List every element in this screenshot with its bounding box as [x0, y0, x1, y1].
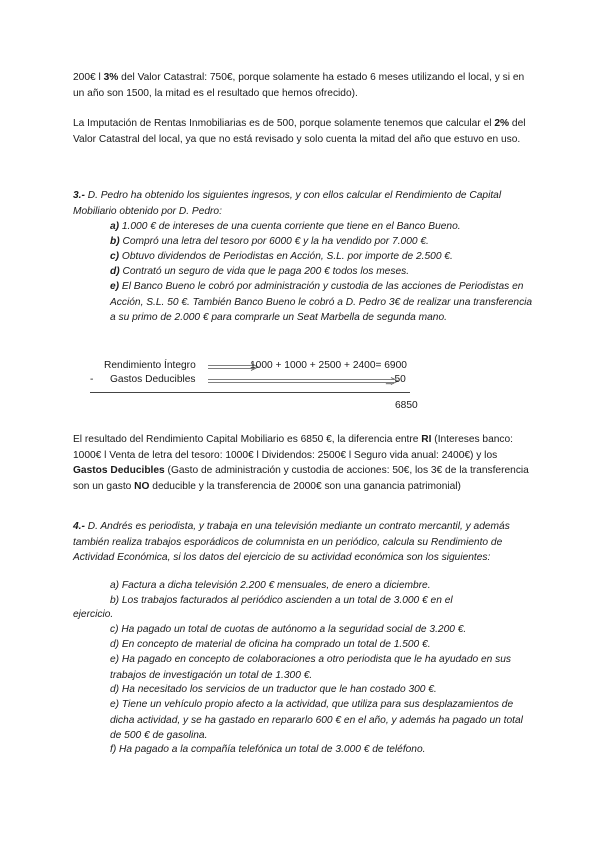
exercise-3-item-c: c) Obtuvo dividendos de Periodistas en Acción, S.L. por importe de 2.500 €.	[110, 251, 453, 262]
exercise-3-result: El resultado del Rendimiento Capital Mobiliario es 6850 €, la diferencia entre RI (Intereses banco: 1000€ l Venta de letra del tesoro: 1000€ l Dividendos: 2500€ l Seguro vida anual: 2400€) y los Gastos Deducibles (Gasto de administración y custodia de acciones: 50€, los 3€ de la transferencia son un gasto NO deducible y la transferencia de 2000€ son una ganancia patrimonial)	[73, 434, 529, 492]
diagram-sum: 1000 + 1000 + 2500 + 2400= 6900	[250, 360, 407, 371]
diagram-divider	[90, 392, 410, 393]
diagram-minus: -	[90, 374, 94, 385]
exercise-3-item-a: a) 1.000 € de intereses de una cuenta corriente que tiene en el Banco Bueno.	[110, 221, 461, 232]
calculation-diagram	[90, 358, 430, 418]
diagram-label-gastos: Gastos Deducibles	[110, 374, 196, 385]
exercise-4-item: a) Factura a dicha televisión 2.200 € mensuales, de enero a diciembre.	[110, 580, 431, 591]
intro-paragraph-1: 200€ l 3% del Valor Catastral: 750€, porque solamente ha estado 6 meses utilizando el local, y si en un año son 1500, la mitad es el resultado que hemos ofrecido).	[73, 72, 525, 99]
exercise-3-item-e: e) El Banco Bueno le cobró por administración y custodia de las acciones de Periodistas en Acción, S.L. 50 €. También Banco Bueno le cobró a D. Pedro 3€ de realizar una transferencia a su primo de 2.000 € para comprarle un Seat Marbella de segunda mano.	[110, 281, 533, 323]
exercise-3-statement: 3.- D. Pedro ha obtenido los siguientes ingresos, y con ellos calcular el Rendimiento de Capital Mobiliario obtenido por D. Pedro:	[73, 190, 502, 217]
exercise-4-item: b) Los trabajos facturados al periódico ascienden a un total de 3.000 € en el	[110, 595, 453, 606]
exercise-4-item: d) En concepto de material de oficina ha comprado un total de 1.500 €.	[110, 639, 431, 650]
exercise-4-item-continuation: ejercicio.	[73, 609, 114, 620]
diagram-result: 6850	[395, 400, 418, 411]
diagram-label-rendimiento: Rendimiento Íntegro	[104, 360, 196, 371]
arrow-right-icon	[208, 377, 400, 385]
diagram-subtract: _ 50	[386, 374, 406, 385]
exercise-3-item-b: b) Compró una letra del tesoro por 6000 € y la ha vendido por 7.000 €.	[110, 236, 429, 247]
intro-paragraph-2: La Imputación de Rentas Inmobiliarias es de 500, porque solamente tenemos que calcular el 2% del Valor Catastral del local, ya que no está revisado y solo cuenta la mitad del año que estuvo en uso.	[73, 118, 526, 145]
exercise-4-item: c) Ha pagado un total de cuotas de autónomo a la seguridad social de 3.200 €.	[110, 624, 467, 635]
exercise-4-item: e) Ha pagado en concepto de colaboraciones a otro periodista que le ha ayudado en sus trabajos de investigación un total de 1.300 €.	[110, 654, 511, 681]
exercise-4-statement: 4.- D. Andrés es periodista, y trabaja en una televisión mediante un contrato mercantil, y además también realiza trabajos esporádicos de columnista en un periódico, calcula su Rendimiento de Actividad Económica, si los datos del ejercicio de su actividad económica son los siguientes:	[73, 521, 510, 563]
exercise-4-item: e) Tiene un vehículo propio afecto a la actividad, que utiliza para sus desplazamientos de dicha actividad, y se ha gastado en repararlo 600 € en el año, y además ha pagado un total de 500 € de gasolina.	[110, 699, 523, 741]
exercise-4-item: d) Ha necesitado los servicios de un traductor que le han costado 300 €.	[110, 684, 437, 695]
exercise-3-item-d: d) Contrató un seguro de vida que le paga 200 € todos los meses.	[110, 266, 410, 277]
exercise-4-item: f) Ha pagado a la compañía telefónica un total de 3.000 € de teléfono.	[110, 744, 426, 755]
